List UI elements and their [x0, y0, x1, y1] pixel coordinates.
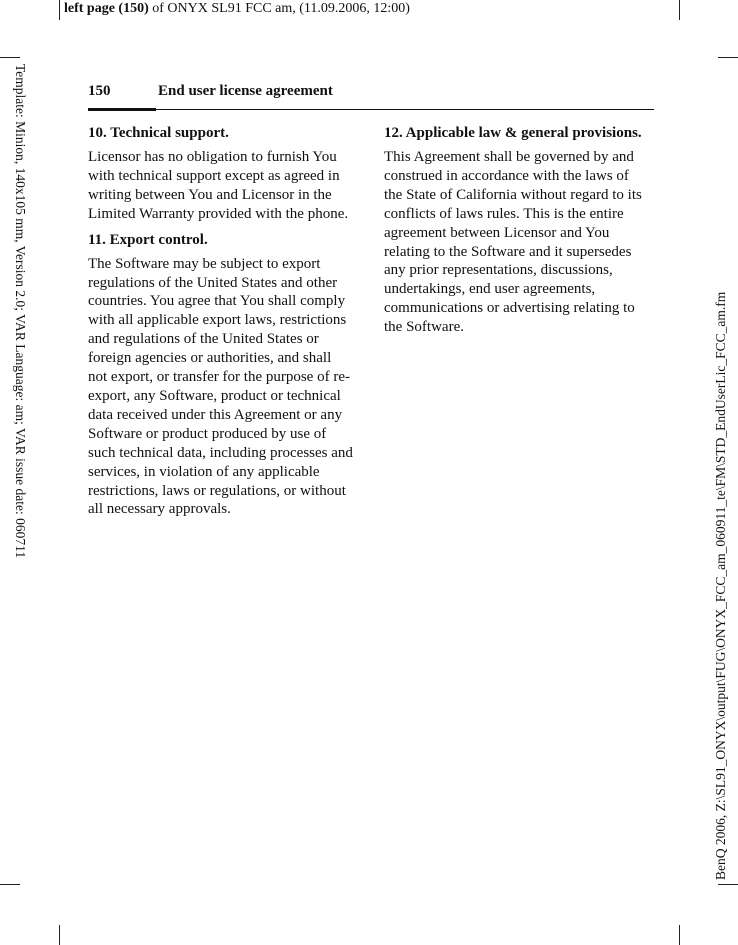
header-rule-accent: [88, 108, 156, 111]
header-title: End user license agreement: [158, 83, 333, 99]
crop-mark: [0, 57, 20, 58]
crop-mark: [59, 0, 60, 20]
slug-page-label: left page (150): [64, 1, 149, 16]
print-slug: [64, 1, 410, 17]
crop-mark: [718, 884, 738, 885]
section-heading: 10. Technical support.: [88, 125, 229, 141]
template-info-vertical: Template: Minion, 140x105 mm, Version 2.0; VAR Language: am; VAR issue date: 060711: [13, 64, 28, 559]
running-header: [88, 83, 654, 110]
section-body: This Agreement shall be governed by and construed in accordance with the laws of the State of California without regard to its conflicts of laws rules. This is the entire agreement between Licensor and You relating to the Software and it supersedes any prior representations, discussions, undertakings, end user agreements, communications or advertising relating to the Software.: [384, 149, 642, 336]
crop-mark: [0, 884, 20, 885]
page-number: 150: [88, 83, 111, 99]
right-column: [384, 125, 650, 345]
crop-mark: [718, 57, 738, 58]
crop-mark: [59, 925, 60, 945]
crop-mark: [679, 0, 680, 20]
crop-mark: [679, 925, 680, 945]
slug-file-info: of ONYX SL91 FCC am, (11.09.2006, 12:00): [148, 1, 410, 16]
file-path-vertical: BenQ 2006, Z:\SL91_ONYX\output\FUG\ONYX_FCC_am_060911_te\FM\STD_EndUserLic_FCC_am.fm: [713, 291, 728, 880]
section-body: The Software may be subject to export regulations of the United States and other countries. You agree that You shall comply with all applicable export laws, restrictions and regulations of the United States or foreign agencies or authorities, and shall not export, or transfer for the purpose of re-export, any Software, product or technical data received under this Agreement or any Software or product produced by use of such technical data, including processes and services, in violation of any applicable restrictions, laws or regulations, or without all necessary approvals.: [88, 255, 353, 518]
section-body: Licensor has no obligation to furnish You with technical support except as agreed in writing between You and Licensor in the Limited Warranty provided with the phone.: [88, 149, 349, 222]
section-heading: 12. Applicable law & general provisions.: [384, 125, 642, 141]
left-column: [88, 125, 354, 527]
section-heading: 11. Export control.: [88, 231, 208, 248]
